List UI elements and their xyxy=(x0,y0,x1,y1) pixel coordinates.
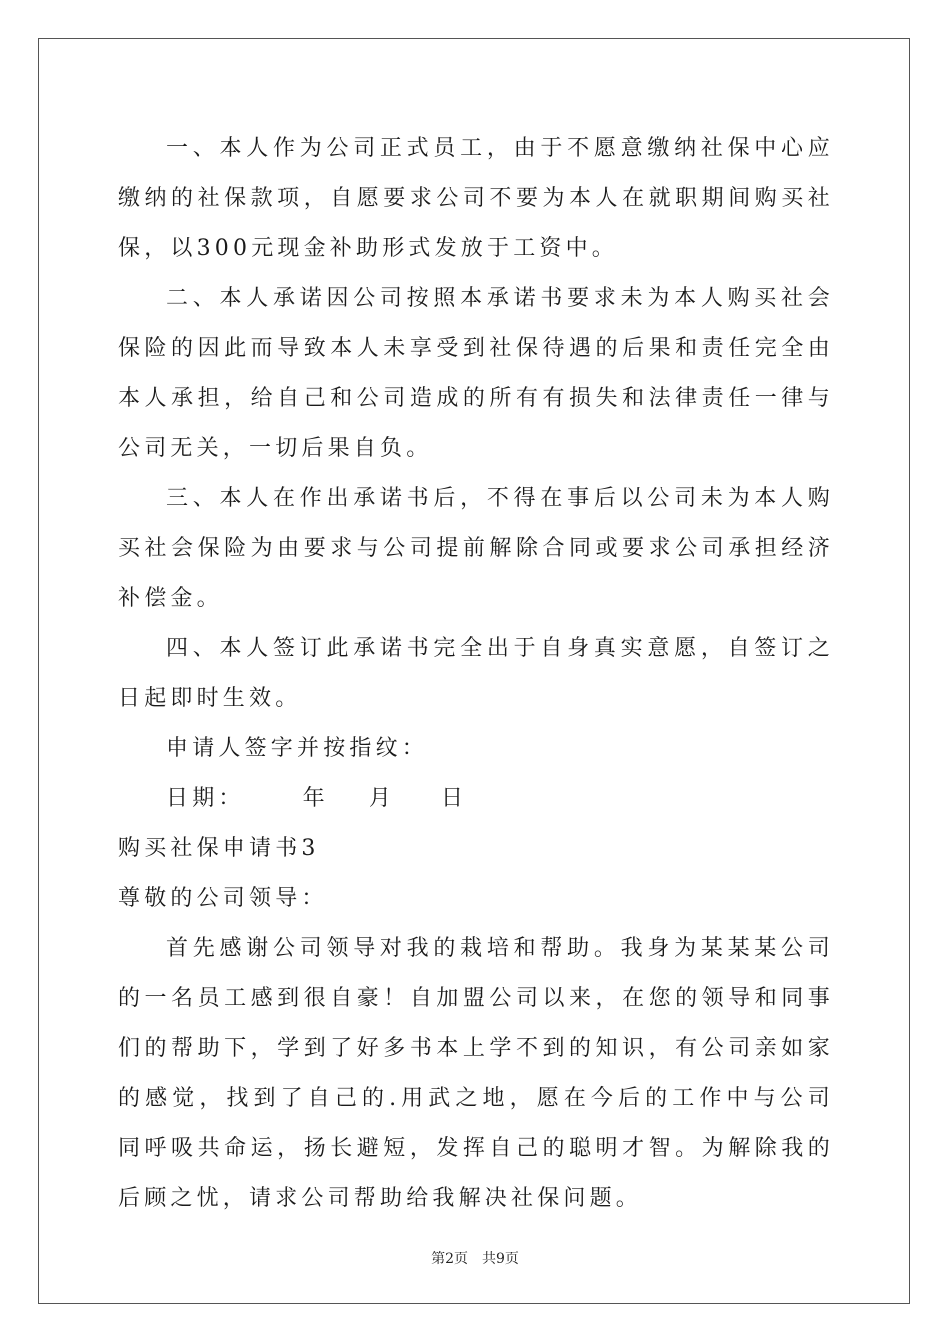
section-title: 购买社保申请书3 xyxy=(118,836,320,861)
page-number: 第2页 xyxy=(431,1251,468,1267)
page-total: 共9页 xyxy=(482,1251,519,1267)
paragraph-commitment-1: 一、本人作为公司正式员工，由于不愿意缴纳社保中心应缴纳的社保款项，自愿要求公司不要为本人在就职期间购买社保，以300元现金补助形式发放于工资中。 xyxy=(118,136,834,261)
signature-line: 申请人签字并按指纹： xyxy=(166,736,429,761)
date-day: 日 xyxy=(441,786,468,811)
date-month: 月 xyxy=(368,786,396,811)
paragraph-commitment-3: 三、本人在作出承诺书后，不得在事后以公司未为本人购买社会保险为由要求与公司提前解除合同或要求公司承担经济补偿金。 xyxy=(118,486,834,611)
page-footer xyxy=(0,1248,950,1268)
date-year: 年 xyxy=(302,786,329,811)
date-label: 日期： xyxy=(166,786,245,811)
paragraph-commitment-2: 二、本人承诺因公司按照本承诺书要求未为本人购买社会保险的因此而导致本人未享受到社保待遇的后果和责任完全由本人承担，给自己和公司造成的所有有损失和法律责任一律与公司无关，一切后果自负。 xyxy=(118,286,834,461)
paragraph-commitment-4: 四、本人签订此承诺书完全出于自身真实意愿，自签订之日起即时生效。 xyxy=(118,636,834,711)
paragraph-request-body: 首先感谢公司领导对我的栽培和帮助。我身为某某某公司的一名员工感到很自豪！自加盟公司以来，在您的领导和同事们的帮助下，学到了好多书本上学不到的知识，有公司亲如家的感觉，找到了自己的.用武之地，愿在今后的工作中与公司同呼吸共命运，扬长避短，发挥自己的聪明才智。为解除我的后顾之忧，请求公司帮助给我解决社保问题。 xyxy=(118,936,834,1211)
date-line xyxy=(118,774,834,824)
document-body xyxy=(118,124,834,1224)
salutation: 尊敬的公司领导： xyxy=(118,886,328,911)
